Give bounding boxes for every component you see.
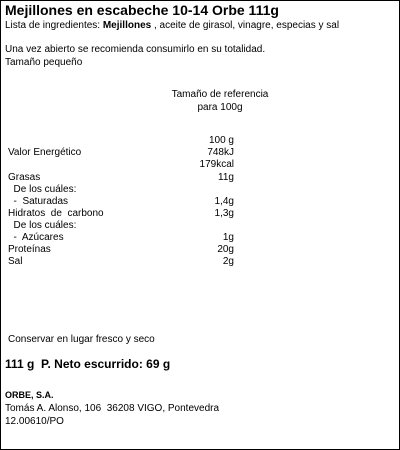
nutrition-value: 748kJ (207, 147, 234, 158)
reference-line-1: Tamaño de referencia (171, 89, 269, 100)
company-address: Tomás A. Alonso, 106 36208 VIGO, Pontevedra (5, 403, 220, 414)
nutrition-value: 20g (217, 244, 234, 255)
ingredients-rest: , aceite de girasol, vinagre, especias y sal (151, 20, 340, 31)
ingredients-highlight: Mejillones (102, 20, 152, 31)
nutrition-label: - Saturadas (8, 196, 69, 207)
nutrition-value: 1g (222, 232, 234, 243)
company-name: ORBE, S.A. (5, 390, 54, 400)
nutrition-label: De los cuáles: (8, 220, 77, 231)
storage-note: Conservar en lugar fresco y seco (8, 334, 155, 345)
nutrition-label: Sal (8, 256, 23, 267)
note-size: Tamaño pequeño (5, 57, 83, 68)
nutrition-value: 1,4g (214, 196, 234, 207)
nutrition-value: 100 g (208, 135, 234, 146)
nutrition-value: 11g (218, 172, 234, 183)
note-open: Una vez abierto se recomienda consumirlo en su totalidad. (5, 44, 266, 55)
nutrition-label: Proteínas (8, 244, 51, 255)
nutrition-label: - Azúcares (8, 232, 64, 243)
product-title: Mejillones en escabeche 10-14 Orbe 111g (5, 2, 279, 18)
nutrition-value: 2g (222, 256, 234, 267)
ingredients-line (5, 21, 339, 31)
reference-line-2: para 100g (197, 102, 243, 113)
nutrition-label: Valor Energético (8, 147, 82, 158)
nutrition-label: Grasas (8, 172, 41, 183)
nutrition-label: Hidratos de carbono (8, 208, 104, 219)
nutrition-value: 1,3g (214, 208, 234, 219)
nutrition-label: De los cuáles: (8, 184, 77, 195)
nutrition-value: 179kcal (199, 159, 234, 170)
ingredients-prefix: Lista de ingredientes: (5, 20, 103, 31)
net-weight: 111 g P. Neto escurrido: 69 g (5, 357, 171, 371)
registry-code: 12.00610/PO (5, 416, 64, 427)
